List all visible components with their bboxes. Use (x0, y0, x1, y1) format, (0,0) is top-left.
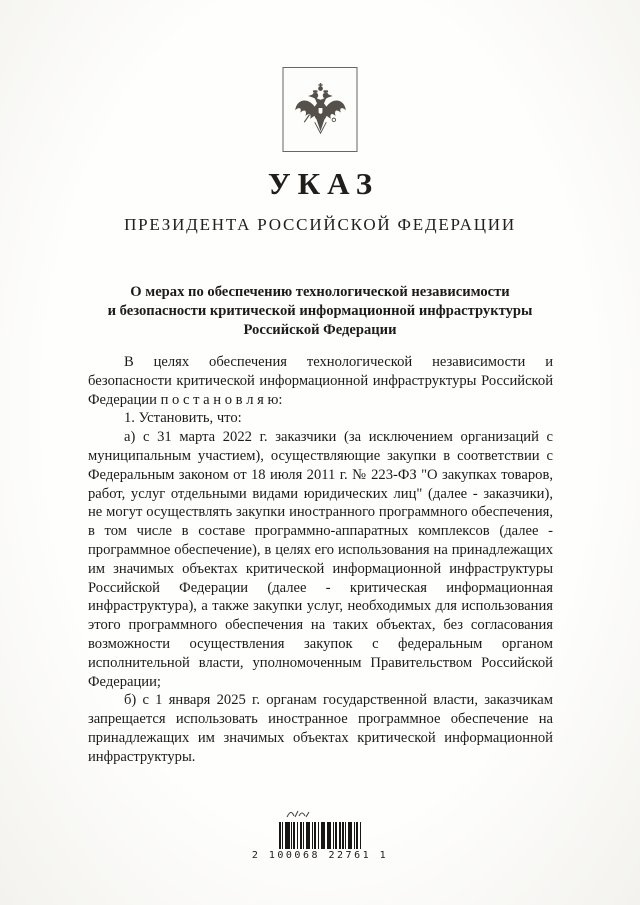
scribble-mark-icon (285, 808, 311, 820)
russian-coat-of-arms-icon (291, 77, 349, 143)
barcode-block (0, 808, 640, 861)
decree-title (60, 283, 580, 340)
paragraph-item-b: б) с 1 января 2025 г. органам государственной власти, заказчикам запрещается использовать иностранное программное обеспечение на принадлежащих им значимых объектах критической информационной инфраструктуры. (88, 692, 553, 765)
decree-title-line-2: и безопасности критической информационной инфраструктуры (107, 303, 533, 319)
decree-title-line-1: О мерах по обеспечению технологической независимости (130, 284, 510, 300)
decree-body (88, 353, 553, 767)
coat-of-arms-box (283, 67, 358, 152)
barcode-number: 2 100068 22761 1 (251, 850, 389, 861)
decree-title-line-3: Российской Федерации (243, 322, 397, 338)
paragraph-item-1: 1. Установить, что: (124, 410, 242, 427)
paragraph-item-a: а) с 31 марта 2022 г. заказчики (за исключением организаций с муниципальным участием), осуществляющие закупки в соответствии с Федеральным законом от 18 июля 2011 г. № 223-ФЗ "О закупках товаров, работ, услуг отдельными видами юридических лиц" (далее - заказчики), не могут осуществлять закупки иностранного программного обеспечения, в том числе в составе программно-аппаратных комплексов (далее - программное обеспечение), в целях его использования на принадлежащих им значимых объектах критической информационной инфраструктуры Российской Федерации (далее - критическая информационная инфраструктура), а также закупки услуг, необходимых для использования этого программного обеспечения на таких объектах, без согласования возможности осуществления закупок с федеральным органом исполнительной власти, уполномоченным Правительством Российской Федерации; (88, 429, 553, 690)
paragraph-preamble: В целях обеспечения технологической независимости и безопасности критической информационной инфраструктуры Российской Федерации п о с т а н о в л я ю: (88, 354, 553, 408)
document-issuer: ПРЕЗИДЕНТА РОССИЙСКОЙ ФЕДЕРАЦИИ (124, 215, 516, 234)
ean-barcode-icon (279, 822, 361, 849)
document-type-title: УКАЗ (267, 166, 380, 201)
